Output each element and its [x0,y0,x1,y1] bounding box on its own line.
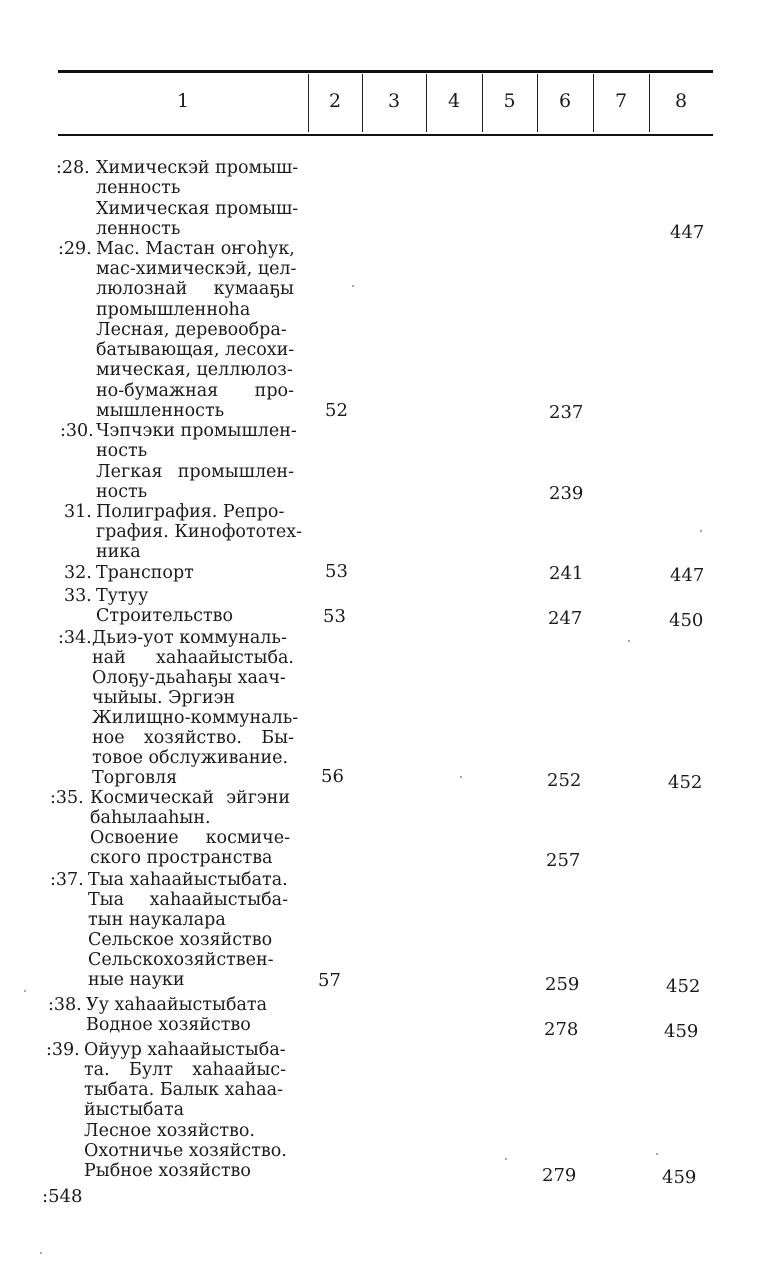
header-bottom-rule [58,134,713,136]
col2-value: 57 [318,970,341,991]
entry-line: Рыбное хозяйство [84,1161,251,1181]
entry-line: Лесная, деревообра- [96,320,287,340]
entry-line: чыйыы. Эргиэн [92,688,236,708]
col6-value: 252 [547,770,582,791]
scan-speck [656,1153,658,1155]
entry-line: Сельское хозяйство [88,930,273,950]
col6-value: 247 [548,608,583,629]
col2-value: 53 [325,561,348,582]
entry-line: Уу хаһаайыстыбата [86,995,268,1015]
col6-value: 239 [549,483,584,504]
entry-line: мас-химическэй, цел- [96,259,297,279]
row-number: :29. [58,239,92,259]
entry-line: Легкая промышлен- [96,462,294,482]
entry-line: мышленность [96,401,225,421]
entry-line: баһылааһын. [90,808,211,828]
col6-value: 241 [549,563,584,584]
entry-line: Тутуу [96,586,149,606]
scan-speck [40,1252,42,1254]
entry-line: Ойуур хаһаайыстыба- [84,1040,286,1060]
entry-line: Химическая промыш- [96,199,299,219]
row-number: 31. [64,502,92,522]
column-header-7: 7 [614,90,628,112]
row-number: 32. [64,563,92,583]
entry-line: ского пространства [90,848,273,868]
row-number: :35. [50,788,84,808]
col8-value: 447 [670,565,705,586]
entry-line: Охотничье хозяйство. [84,1141,287,1161]
entry-line: йыстыбата [84,1100,185,1120]
scan-speck [352,285,354,287]
col6-value: 237 [549,402,584,423]
col2-value: 52 [325,400,348,421]
entry-line: Лесное хозяйство. [84,1121,255,1141]
col8-value: 452 [668,772,703,793]
entry-line: люлознай кумааҕы [96,279,294,299]
column-header-3: 3 [387,90,401,112]
col2-value: 53 [323,606,346,627]
row-number: :38. [48,995,82,1015]
entry-line: Химическэй промыш- [96,158,299,178]
entry-line: Сельскохозяйствен- [88,950,274,970]
entry-line: ность [96,441,148,461]
column-header-8: 8 [674,90,688,112]
entry-line: Чэпчэки промышлен- [96,421,297,441]
entry-line: ное хозяйство. Бы- [92,728,294,748]
col8-value: 452 [666,976,701,997]
scan-speck [700,530,702,532]
entry-line: Полиграфия. Репро- [96,502,285,522]
entry-line: ника [96,542,141,562]
column-header-1: 1 [176,90,190,112]
scan-speck [460,776,462,778]
entry-line: Освоение космиче- [90,828,290,848]
entry-line: Транспорт [96,563,194,583]
entry-line: Водное хозяйство [86,1015,251,1035]
col8-value: 459 [664,1021,699,1042]
col6-value: 279 [542,1165,577,1186]
col8-value: 447 [670,222,705,243]
entry-line: най хаһаайыстыба. [92,648,294,668]
entry-line: ленность [96,219,181,239]
entry-line: батывающая, лесохи- [96,340,295,360]
entry-line: ность [96,482,148,502]
column-header-6: 6 [558,90,572,112]
column-header-5: 5 [503,90,516,112]
entry-line: тын наукалара [88,910,226,930]
col8-value: 450 [669,610,704,631]
entry-line: товое обслуживание. [92,748,289,768]
col6-value: 259 [545,974,580,995]
page-number: :548 [42,1186,83,1207]
row-number: :37. [50,870,84,890]
entry-line: Тыа хаһаайыстыбата. [88,870,288,890]
entry-line: та. Булт хаһаайыс- [84,1060,286,1080]
scan-speck [24,990,26,992]
row-number: :34. [58,628,92,648]
column-header-4: 4 [447,90,461,112]
entry-line: Дьиэ-уот коммуналь- [92,628,287,648]
col8-value: 459 [662,1167,697,1188]
entry-line: Тыа хаһаайыстыба- [88,890,288,910]
scan-speck [628,640,630,642]
entry-line: тыбата. Балык хаһаа- [84,1080,284,1100]
entry-line: Олоҕу-дьаһаҕы хаач- [92,668,286,688]
entry-line: Строительство [96,606,234,626]
entry-line: Торговля [92,768,178,788]
entry-line: Космическай эйгэни [90,788,290,808]
entry-line: Жилищно-коммуналь- [92,708,299,728]
row-number: :39. [46,1040,80,1060]
entry-line: мическая, целлюлоз- [96,360,293,380]
row-number: :28. [56,158,90,178]
row-number: 33. [64,586,92,606]
entry-line: промышленноһа [96,300,251,320]
entry-line: графия. Кинофототех- [96,522,303,542]
col6-value: 257 [546,850,581,871]
entry-line: но-бумажная про- [96,381,294,401]
column-header-2: 2 [328,90,342,112]
col2-value: 56 [321,766,344,787]
col6-value: 278 [544,1019,579,1040]
entry-line: ные науки [88,970,185,990]
row-number: :30. [60,421,94,441]
scan-speck [505,1158,507,1160]
entry-line: ленность [96,178,181,198]
header-top-rule [58,70,713,73]
entry-line: Мас. Мастан оҥоһук, [96,239,295,259]
